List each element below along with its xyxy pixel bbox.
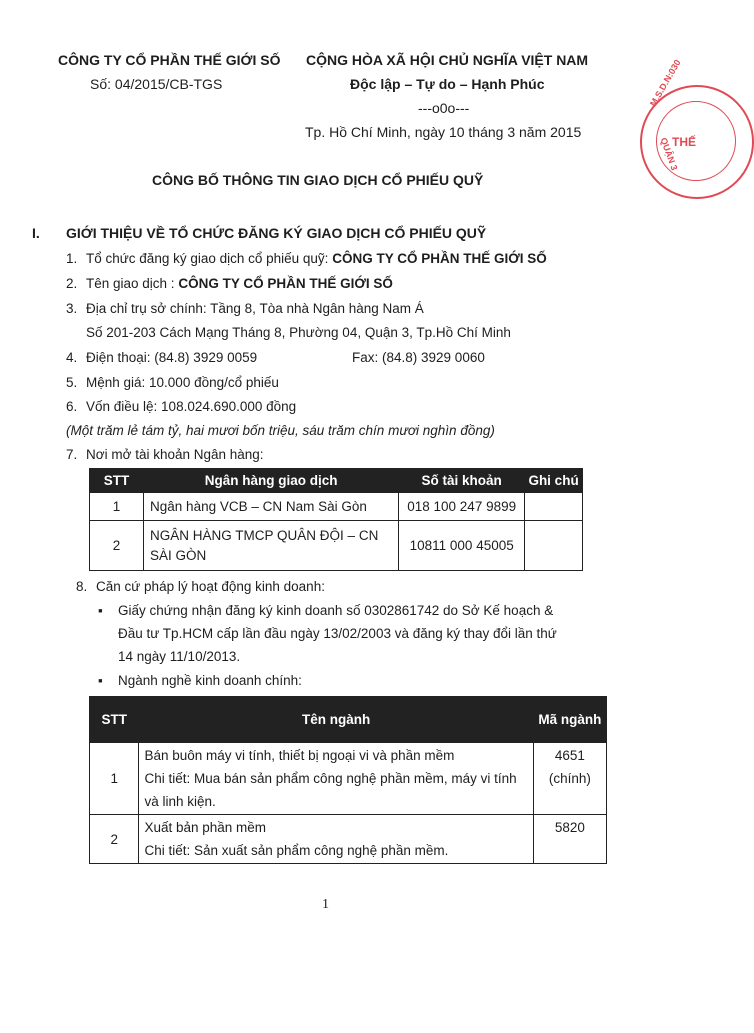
table-cell: Xuất bản phần mềm Chi tiết: Sản xuất sản phẩm công nghệ phần mềm. [139, 815, 533, 864]
table-header: Ngân hàng giao dịch [144, 469, 399, 493]
page-number: 1 [322, 897, 329, 912]
table-row [90, 493, 583, 521]
legal-basis-label: Căn cứ pháp lý hoạt động kinh doanh: [96, 579, 325, 594]
business-license-line: 14 ngày 11/10/2013. [118, 649, 241, 664]
item-number: 5. [66, 375, 78, 390]
table-cell: 1 [90, 743, 139, 815]
bullet-icon: ▪ [98, 673, 103, 688]
business-lines-label: Ngành nghề kinh doanh chính: [118, 673, 302, 688]
table-cell [525, 521, 583, 571]
item-number: 3. [66, 301, 78, 316]
table-header: STT [90, 697, 139, 743]
charter-capital-words: (Một trăm lẻ tám tỷ, hai mươi bốn triệu, sáu trăm chín mươi nghìn đồng) [66, 423, 495, 438]
table-header: Số tài khoản [399, 469, 525, 493]
document-number: Số: 04/2015/CB-TGS [90, 76, 223, 92]
table-cell: NGÂN HÀNG TMCP QUÂN ĐỘI – CN SÀI GÒN [144, 521, 399, 571]
item-number: 2. [66, 276, 78, 291]
document-title: CÔNG BỐ THÔNG TIN GIAO DỊCH CỔ PHIẾU QUỸ [152, 172, 484, 188]
table-cell: 4651 (chính) [533, 743, 606, 815]
table-header: Ghi chú [525, 469, 583, 493]
table-row [90, 521, 583, 571]
bank-account-label: Nơi mở tài khoản Ngân hàng: [86, 447, 264, 462]
table-cell: Ngân hàng VCB – CN Nam Sài Gòn [144, 493, 399, 521]
section-number: I. [32, 225, 40, 241]
fax-number: Fax: (84.8) 3929 0060 [352, 350, 485, 365]
header-separator: ---o0o--- [418, 100, 470, 116]
nation-motto: Độc lập – Tự do – Hạnh Phúc [350, 76, 545, 92]
table-cell: 018 100 247 9899 [399, 493, 525, 521]
bullet-icon: ▪ [98, 603, 103, 618]
table-cell: 5820 [533, 815, 606, 864]
item-number: 4. [66, 350, 78, 365]
phone-number: Điện thoại: (84.8) 3929 0059 [86, 350, 258, 365]
item-label: Tên giao dịch : CÔNG TY CỔ PHẦN THẾ GIỚI SỐ [86, 276, 393, 291]
table-header: Mã ngành [533, 697, 606, 743]
table-header: Tên ngành [139, 697, 533, 743]
item-label: Tổ chức đăng ký giao dịch cổ phiếu quỹ: CÔNG TY CỔ PHẦN THẾ GIỚI SỐ [86, 251, 547, 266]
bank-table [89, 468, 583, 571]
table-header: STT [90, 469, 144, 493]
business-table [89, 696, 607, 864]
item-number: 6. [66, 399, 78, 414]
address-line-2: Số 201-203 Cách Mạng Tháng 8, Phường 04, Quận 3, Tp.Hồ Chí Minh [86, 325, 511, 340]
table-row [90, 815, 607, 864]
item-number: 1. [66, 251, 78, 266]
table-cell: 2 [90, 521, 144, 571]
table-cell: 2 [90, 815, 139, 864]
place-date: Tp. Hồ Chí Minh, ngày 10 tháng 3 năm 2015 [305, 124, 582, 140]
table-cell: Bán buôn máy vi tính, thiết bị ngoại vi và phần mềm Chi tiết: Mua bán sản phẩm công nghệ phần mềm, máy vi tính và linh kiện. [139, 743, 533, 815]
section-heading: GIỚI THIỆU VỀ TỔ CHỨC ĐĂNG KÝ GIAO DỊCH CỔ PHIẾU QUỸ [66, 225, 487, 241]
table-cell [525, 493, 583, 521]
company-seal: M.S.D.N:030 QUẬN 3 THẾ [640, 85, 754, 199]
par-value: Mệnh giá: 10.000 đồng/cổ phiếu [86, 375, 279, 390]
item-number: 7. [66, 447, 78, 462]
table-row [90, 743, 607, 815]
nation-title: CỘNG HÒA XÃ HỘI CHỦ NGHĨA VIỆT NAM [306, 52, 589, 68]
company-name: CÔNG TY CỔ PHẦN THẾ GIỚI SỐ [58, 52, 281, 68]
table-cell: 10811 000 45005 [399, 521, 525, 571]
item-number: 8. [76, 579, 88, 594]
business-license-line: Đầu tư Tp.HCM cấp lần đầu ngày 13/02/2003 và đăng ký thay đổi lần thứ [118, 626, 557, 641]
business-license-line: Giấy chứng nhận đăng ký kinh doanh số 0302861742 do Sở Kế hoạch & [118, 603, 554, 618]
charter-capital: Vốn điều lệ: 108.024.690.000 đồng [86, 399, 297, 414]
table-cell: 1 [90, 493, 144, 521]
address-line-1: Địa chỉ trụ sở chính: Tầng 8, Tòa nhà Ngân hàng Nam Á [86, 301, 424, 316]
